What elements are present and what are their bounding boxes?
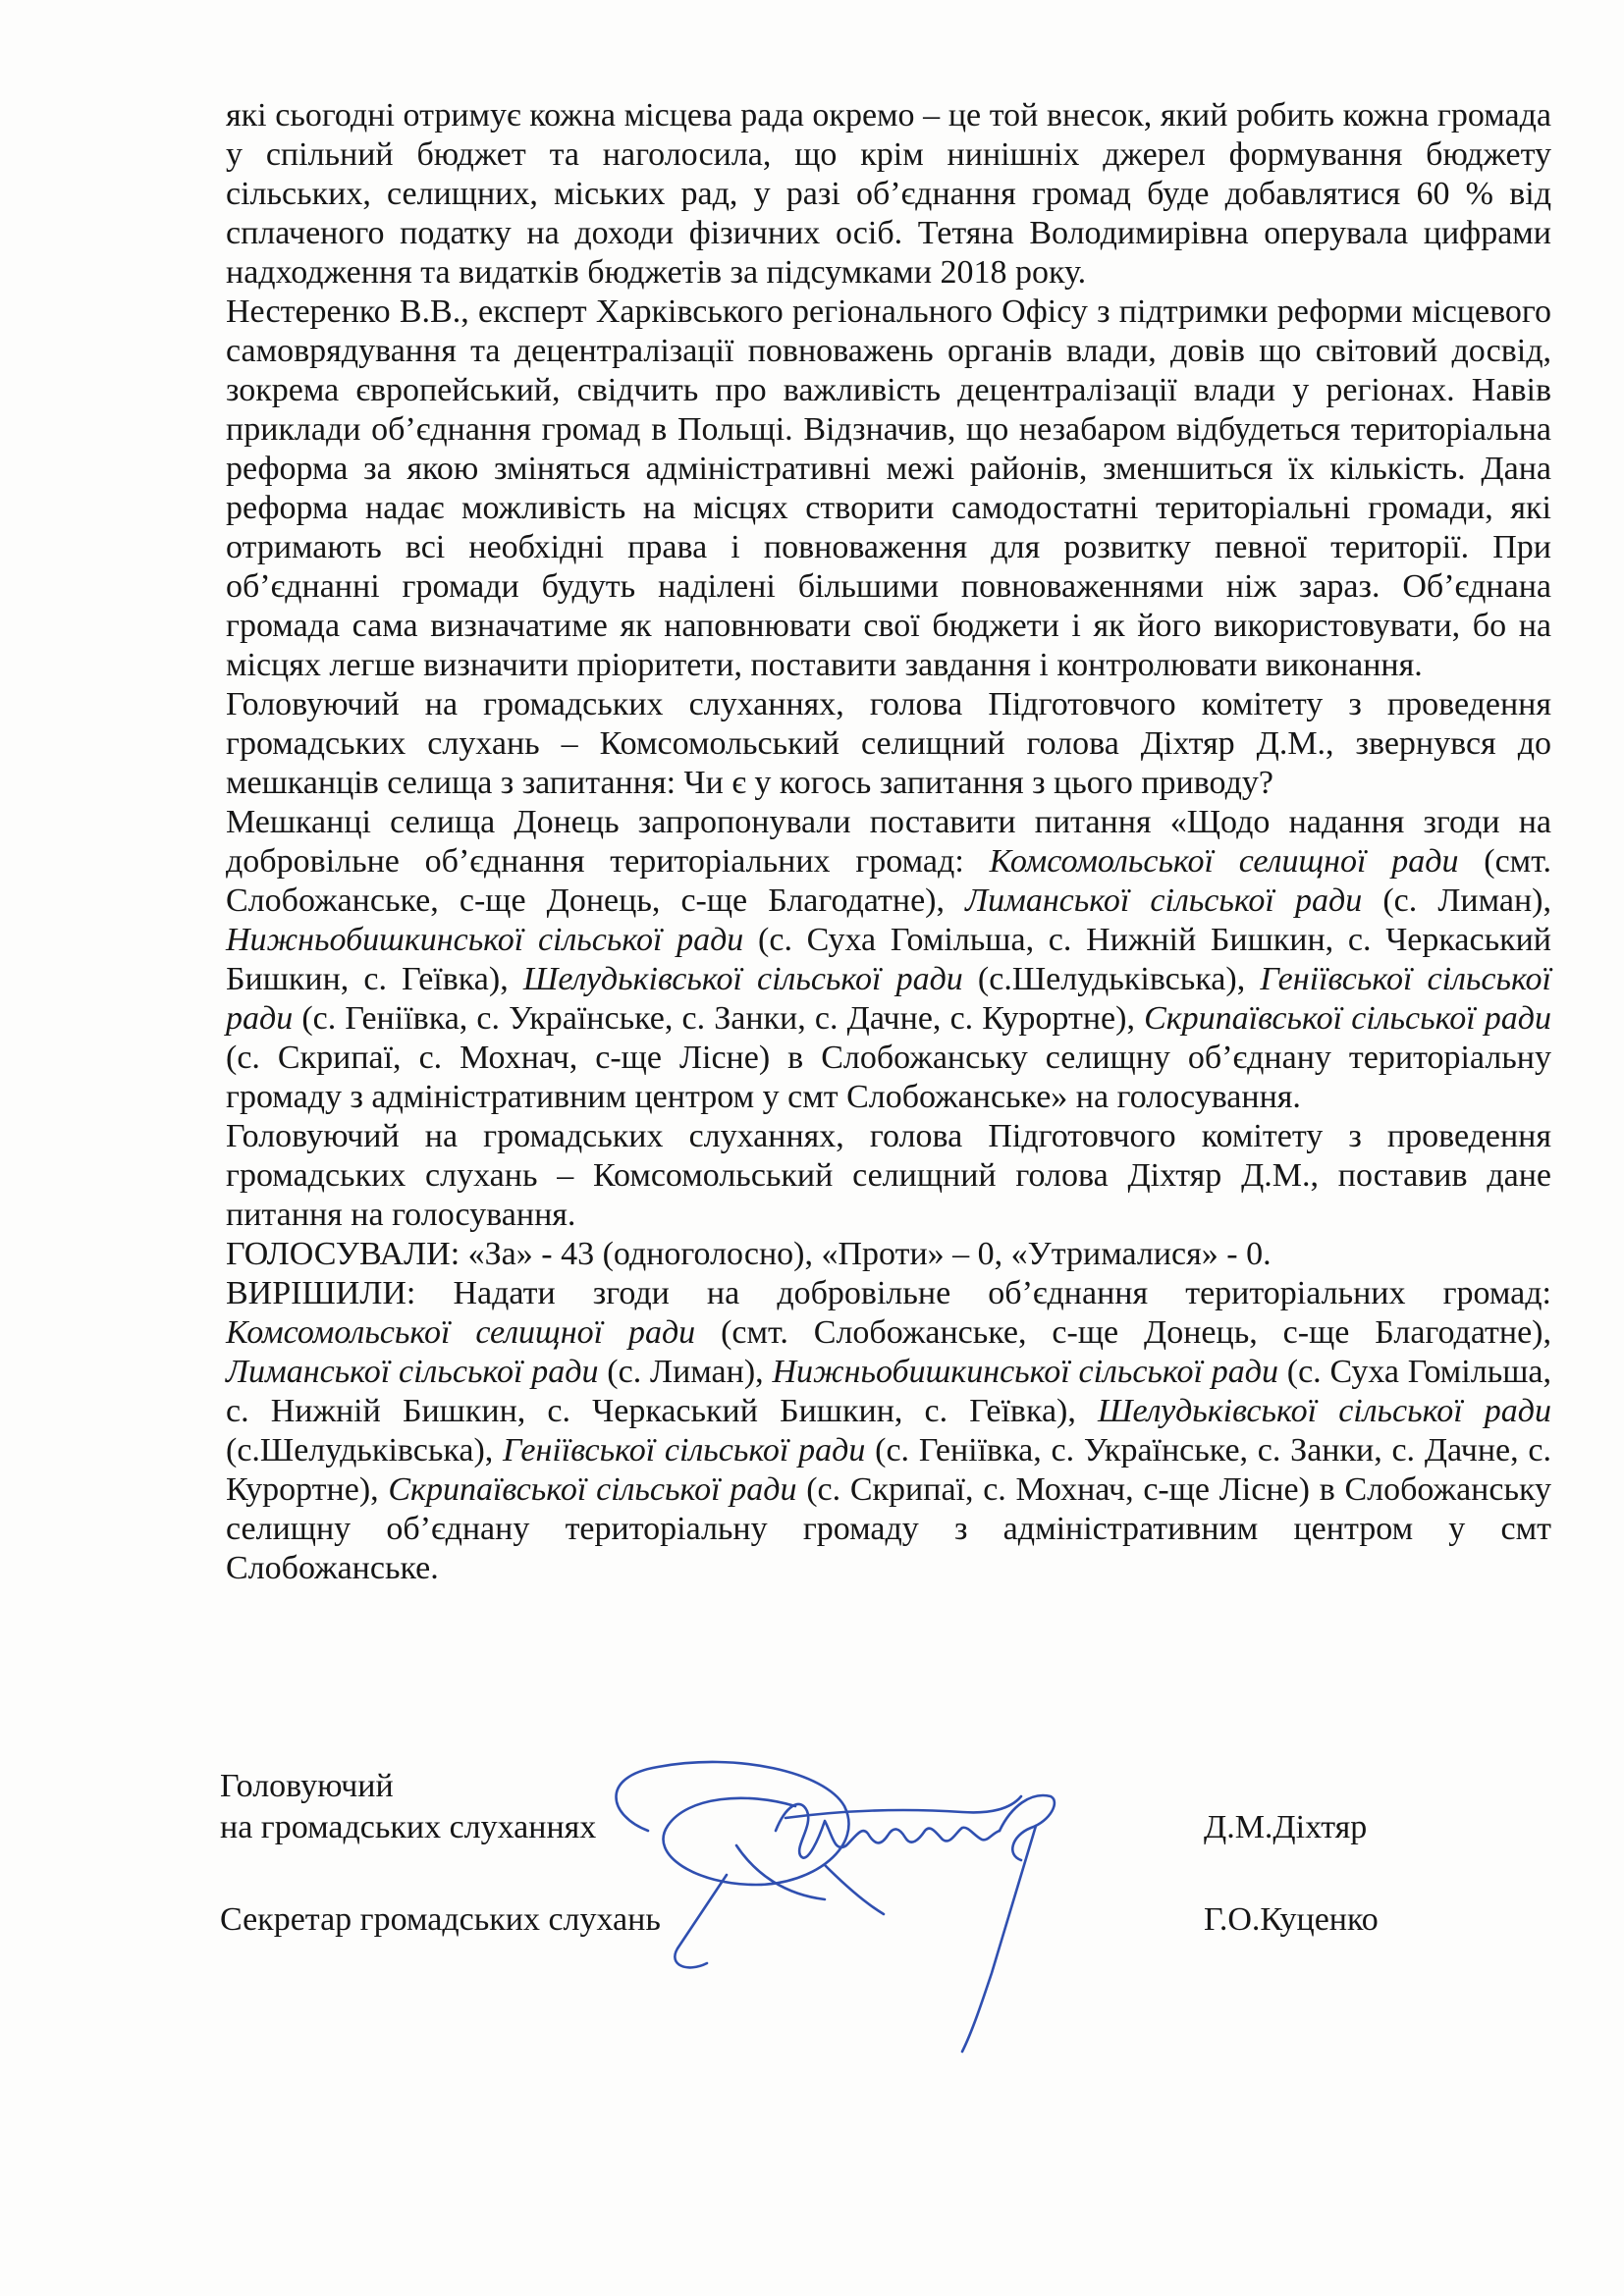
council-name: Комсомольської селищної ради xyxy=(226,1314,696,1351)
paragraph-expert xyxy=(226,293,1551,685)
council-name: Комсомольської селищної ради xyxy=(989,843,1459,880)
paragraph-decision xyxy=(226,1274,1551,1588)
text-span: (смт. Слобожанське, с-ще Донець, с-ще Благодатне), xyxy=(226,843,1552,919)
secretary-name: Г.О.Куценко xyxy=(1204,1901,1379,1938)
text-span: ВИРІШИЛИ: Надати згоди на добровільне об’єднання територіальних громад: xyxy=(226,1275,1551,1311)
chair-title-line1: Головуючий xyxy=(220,1768,394,1804)
chair-name: Д.М.Діхтяр xyxy=(1204,1809,1368,1845)
council-name: Лиманської сільської ради xyxy=(226,1354,599,1390)
text-span: (с. Геніївка, с. Українське, с. Занки, с. Дачне, с. Курортне), xyxy=(226,1432,1552,1508)
document-body xyxy=(226,96,1551,1588)
text-span: Головуючий на громадських слуханнях, голова Підготовчого комітету з проведення громадських слухань – Комсомольський селищний голова Діхтяр Д.М., звернувся до мешканців селища з запитання: Чи є у когось запитання з цього приводу? xyxy=(226,686,1551,801)
paragraph-chair-question xyxy=(226,685,1551,803)
text-span: (с. Скрипаї, с. Мохнач, с-ще Лісне) в Слобожанську селищну об’єднану територіальну громаду з адміністративним центром у смт Слобожанське. xyxy=(226,1471,1551,1586)
text-span: (с. Геніївка, с. Українське, с. Занки, с. Дачне, с. Курортне), xyxy=(293,1000,1145,1037)
text-span: (с. Скрипаї, с. Мохнач, с-ще Лісне) в Слобожанську селищну об’єднану територіальну громаду з адміністративним центром у смт Слобожанське» на голосування. xyxy=(226,1040,1551,1115)
text-span: Мешканці селища Донець запропонували поставити питання «Щодо надання згоди на добровільне об’єднання територіальних громад: xyxy=(226,804,1551,880)
text-span: Нестеренко В.В., експерт Харківського регіонального Офісу з підтримки реформи місцевого самоврядування та децентралізації повноважень органів влади, довів що світовий досвід, зокрема європейський, свідчить про важливість децентралізації влади у регіонах. Навів приклади об’єднання громад в Польщі. Відзначив, що незабаром відбудеться територіальна реформа за якою зміняться адміністративні межі районів, зменшиться їх кількість. Дана реформа надає можливість на місцях створити самодостатні територіальні громади, які отримають всі необхідні права і повноваження для розвитку певної території. При об’єднанні громади будуть наділені більшими повноваженнями ніж зараз. Об’єднана громада сама визначатиме як наповнювати свої бюджети і як його використовувати, бо на місцях легше визначити пріоритети, поставити завдання і контролювати виконання. xyxy=(226,294,1551,683)
handwritten-signature-icon xyxy=(589,1737,1100,2061)
council-name: Геніївської сільської ради xyxy=(503,1432,866,1468)
text-span: (смт. Слобожанське, с-ще Донець, с-ще Благодатне), xyxy=(695,1314,1552,1351)
text-span: (с. Суха Гомільша, с. Нижній Бишкин, с. Черкаський Бишкин, с. Геївка), xyxy=(226,1354,1551,1429)
secretary-title: Секретар громадських слухань xyxy=(220,1901,661,1938)
council-name: Шелудьківської сільської ради xyxy=(1098,1393,1551,1429)
text-span: (с.Шелудьківська), xyxy=(962,961,1261,997)
text-span: Головуючий на громадських слуханнях, голова Підготовчого комітету з проведення громадських слухань – Комсомольський селищний голова Діхтяр Д.М., поставив дане питання на голосування. xyxy=(226,1118,1551,1233)
text-span: (с. Лиман), xyxy=(598,1354,773,1390)
paragraph-proposal xyxy=(226,803,1551,1117)
council-name: Нижньобишкинської сільської ради xyxy=(772,1354,1278,1390)
council-name: Нижньобишкинської сільської ради xyxy=(226,922,744,958)
council-name: Лиманської сільської ради xyxy=(965,882,1363,919)
council-name: Геніївської сільської ради xyxy=(226,961,1551,1037)
paragraph-voting-result xyxy=(226,1235,1551,1274)
paragraph-budget xyxy=(226,96,1551,293)
text-span: (с. Лиман), xyxy=(1362,882,1551,919)
text-span: (с. Суха Гомільша, с. Нижній Бишкин, с. Черкаський Бишкин, с. Геївка), xyxy=(226,922,1551,997)
text-span: ГОЛОСУВАЛИ: «За» - 43 (одноголосно), «Проти» – 0, «Утрималися» - 0. xyxy=(226,1236,1272,1272)
council-name: Скрипаївської сільської ради xyxy=(388,1471,797,1508)
text-span: (с.Шелудьківська), xyxy=(226,1432,504,1468)
text-span: які сьогодні отримує кожна місцева рада окремо – це той внесок, який робить кожна громада у спільний бюджет та наголосила, що крім нинішніх джерел формування бюджету сільських, селищних, міських рад, у разі об’єднання громад буде добавлятися 60 % від сплаченого податку на доходи фізичних осіб. Тетяна Володимирівна оперувала цифрами надходження та видатків бюджетів за підсумками 2018 року. xyxy=(226,97,1551,291)
chair-title-line2: на громадських слуханнях xyxy=(220,1809,597,1845)
council-name: Скрипаївської сільської ради xyxy=(1144,1000,1551,1037)
council-name: Шелудьківської сільської ради xyxy=(522,961,963,997)
paragraph-chair-vote xyxy=(226,1117,1551,1235)
